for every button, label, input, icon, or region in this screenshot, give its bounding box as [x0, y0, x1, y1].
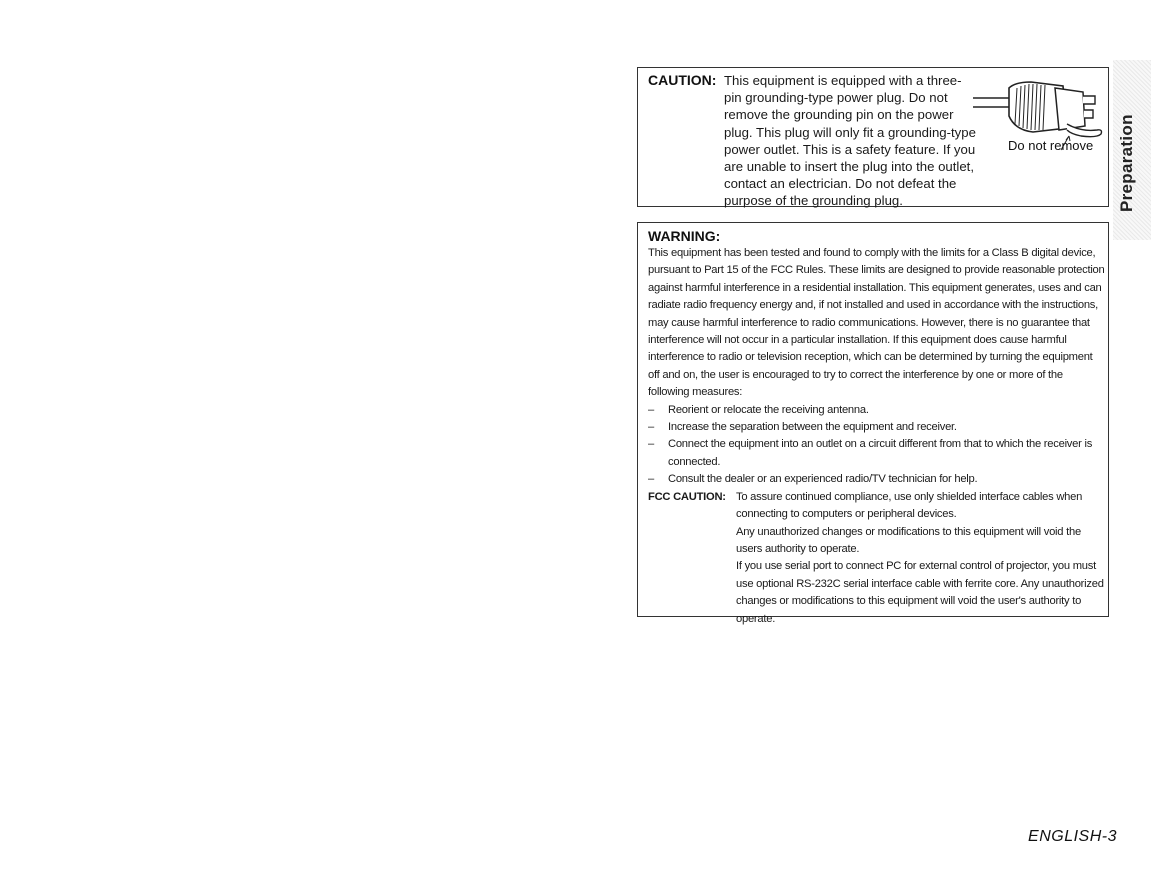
- bullet-dash: –: [648, 403, 654, 416]
- caution-label: CAUTION:: [648, 72, 717, 88]
- warning-box: [637, 222, 1109, 625]
- measure-text: Connect the equipment into an outlet on a circuit different from that to which the receiver is connected.: [668, 438, 1093, 468]
- measure-text: Consult the dealer or an experienced radio/TV technician for help.: [668, 473, 978, 486]
- list-item: [648, 471, 1106, 488]
- list-item: [648, 419, 1106, 436]
- caution-text: This equipment is equipped with a three-pin grounding-type power plug. Do not remove the grounding pin on the power plug. This plug will only fit a grounding-type power outlet. This is a safety feature. If you are unable to insert the plug into the outlet, contact an electrician. Do not defeat the purpose of the grounding plug.: [724, 73, 976, 209]
- fcc-paragraph: Any unauthorized changes or modifications to this equipment will void the users authority to operate.: [736, 525, 1081, 555]
- measure-text: Reorient or relocate the receiving antenna.: [668, 403, 869, 416]
- warning-body: [648, 245, 1106, 628]
- bullet-dash: –: [648, 421, 654, 434]
- fcc-caution-paragraphs: [736, 489, 1106, 628]
- caution-box: [637, 67, 1109, 207]
- warning-title: WARNING:: [648, 228, 721, 244]
- plug-figure-caption: Do not remove: [1008, 138, 1094, 153]
- page-number: ENGLISH-3: [1028, 828, 1117, 845]
- bullet-dash: –: [648, 438, 654, 451]
- measures-list: [648, 402, 1106, 489]
- fcc-paragraph: If you use serial port to connect PC for external control of projector, you must use optional RS-232C serial interface cable with ferrite core. Any unauthorized changes or modifications to this equipment will void the user's authority to operate.: [736, 560, 1104, 625]
- fcc-caution-label: FCC CAUTION:: [648, 490, 726, 503]
- fcc-caution: [648, 489, 1106, 628]
- warning-intro: This equipment has been tested and found to comply with the limits for a Class B digital device, pursuant to Part 15 of the FCC Rules. These limits are designed to provide reasonable protection against harmful interference in a residential installation. This equipment generates, uses and can radiate radio frequency energy and, if not installed and used in accordance with the instructions, may cause harmful interference to radio communications. However, there is no guarantee that interference will not occur in a particular installation. If this equipment does cause harmful interference to radio or television reception, which can be determined by turning the equipment off and on, the user is encouraged to try to correct the interference by one or more of the following measures:: [648, 247, 1105, 399]
- list-item: [648, 436, 1106, 471]
- section-tab-preparation: Preparation: [1117, 114, 1136, 212]
- fcc-paragraph: To assure continued compliance, use only shielded interface cables when connecting to computers or peripheral devices.: [736, 490, 1083, 521]
- measure-text: Increase the separation between the equipment and receiver.: [668, 421, 957, 434]
- list-item: [648, 402, 1106, 419]
- bullet-dash: –: [648, 473, 654, 486]
